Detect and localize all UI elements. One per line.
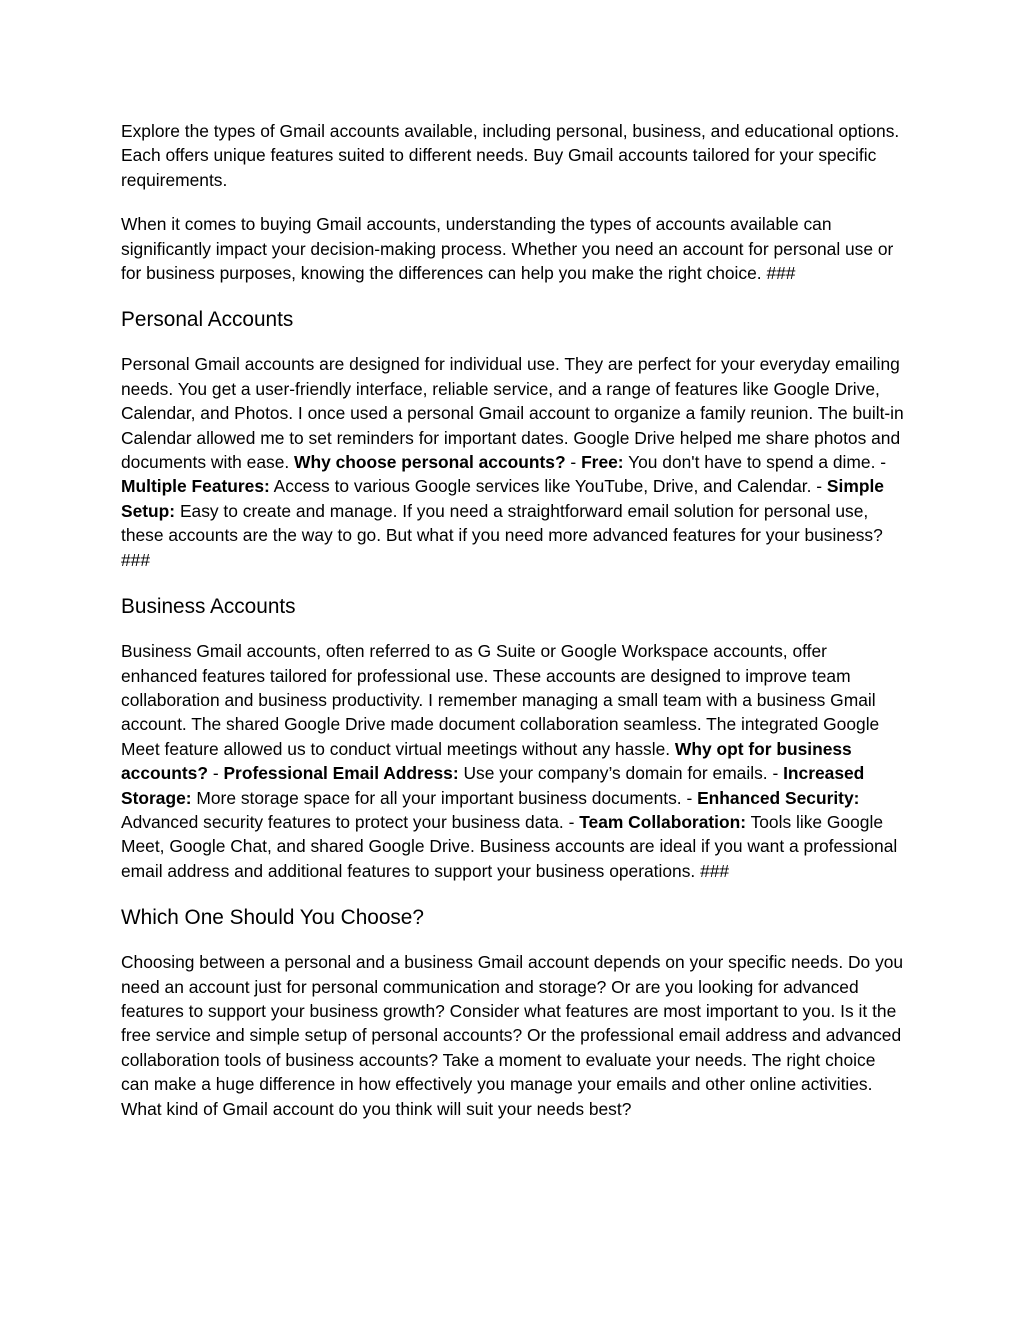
business-bold-why: Why opt for business accounts? [121,738,852,784]
personal-accounts-heading: Personal Accounts [121,308,294,332]
business-bold-storage: Increased Storage: [121,763,865,808]
personal-text-2: - [565,452,582,473]
personal-text-4: Access to various Google services like YouTube, Drive, and Calendar. - [269,476,827,497]
choose-paragraph: Choosing between a personal and a business Gmail account depends on your specific needs. Do you need an account just for personal communication and storage? Or are you looking for advanced features to support your business growth? Consider what features are most important to you. Is it the free service and simple setup of personal accounts? Or the professional email address and advanced collaboration tools of business accounts? Take a moment to evaluate your needs. The right choice can make a huge difference in how effectively you manage your emails and other online activities. What kind of Gmail account do you think will suit your needs best? [121,952,904,1119]
business-text-1: Business Gmail accounts, often referred to as G Suite or Google Workspace accounts, offer enhanced features tailored for professional use. These accounts are designed to improve team collaboration and business productivity. I remember managing a small team with a business Gmail account. The shared Google Drive made document collaboration seamless. The integrated Google Meet feature allowed us to conduct virtual meetings without any hassle. [121,641,880,759]
personal-bold-why: Why choose personal accounts? [294,452,566,473]
intro-paragraph-2: When it comes to buying Gmail accounts, understanding the types of accounts available can significantly impact your decision-making process. Whether you need an account for personal use or for business purposes, knowing the differences can help you make the right choice. ### [121,214,894,284]
personal-bold-setup: Simple Setup: [121,476,884,521]
personal-accounts-paragraph [121,352,906,572]
choose-heading: Which One Should You Choose? [121,906,424,930]
business-accounts-paragraph [121,639,906,883]
intro-paragraph: Explore the types of Gmail accounts available, including personal, business, and educational options. Each offers unique features suited to different needs. Buy Gmail accounts tailored for your specific requirements. [121,121,900,190]
personal-text-5: Easy to create and manage. If you need a straightforward email solution for personal use, these accounts are the way to go. But what if you need more advanced features for your business? ### [121,500,883,570]
business-text-2: - [207,763,224,784]
personal-bold-features: Multiple Features: [121,476,270,497]
business-bold-collab: Team Collaboration: [579,811,747,832]
business-bold-email: Professional Email Address: [223,763,459,784]
business-bold-security: Enhanced Security: [697,787,860,808]
personal-text-3: You don't have to spend a dime. - [623,452,887,473]
business-text-6: Tools like Google Meet, Google Chat, and shared Google Drive. Business accounts are ideal if you want a professional email address and additional features to support your business operations. ### [121,811,898,881]
business-text-5: Advanced security features to protect your business data. - [121,811,580,832]
personal-text-1: Personal Gmail accounts are designed for individual use. They are perfect for your everyday emailing needs. You get a user-friendly interface, reliable service, and a range of features like Google Drive, Calendar, and Photos. I once used a personal Gmail account to organize a family reunion. The built-in Calendar allowed me to set reminders for important dates. Google Drive helped me share photos and documents with ease. [121,354,904,473]
business-accounts-heading: Business Accounts [121,595,296,619]
personal-bold-free: Free: [581,452,624,473]
document-page [121,119,906,1141]
business-text-3: Use your company’s domain for emails. - [458,763,784,784]
business-text-4: More storage space for all your important business documents. - [191,787,698,808]
